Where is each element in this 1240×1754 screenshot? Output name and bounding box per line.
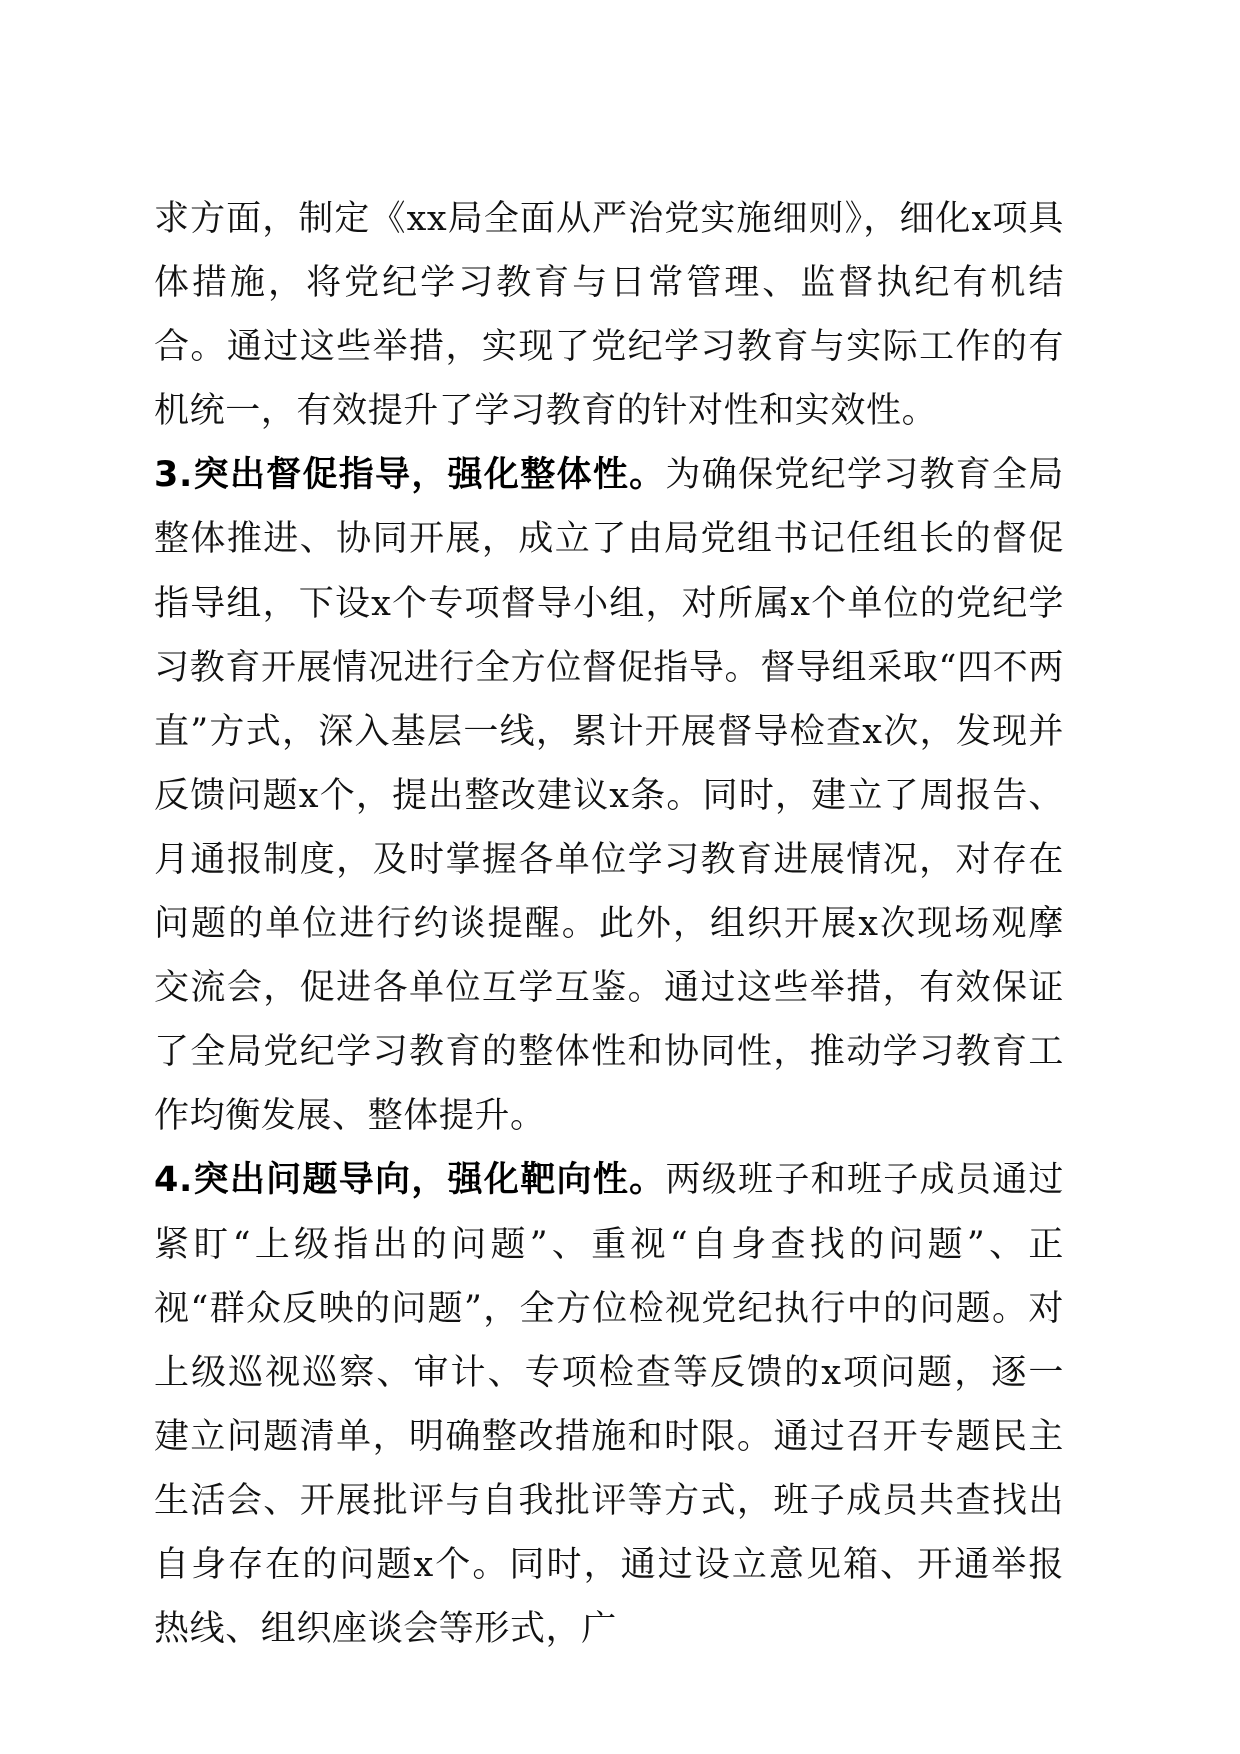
- paragraph-section-4: [154, 1148, 1064, 1661]
- paragraph-continued: [154, 187, 1064, 443]
- section-3-heading: 3.突出督促指导，强化整体性。: [154, 455, 666, 496]
- section-3-text: 为确保党纪学习教育全局整体推进、协同开展，成立了由局党组书记任组长的督促指导组，下设x个专项督导小组，对所属x个单位的党纪学习教育开展情况进行全方位督促指导。督导组采取“四不两直”方式，深入基层一线，累计开展督导检查x次，发现并反馈问题x个，提出整改建议x条。同时，建立了周报告、月通报制度，及时掌握各单位学习教育进展情况，对存在问题的单位进行约谈提醒。此外，组织开展x次现场观摩交流会，促进各单位互学互鉴。通过这些举措，有效保证了全局党纪学习教育的整体性和协同性，推动学习教育工作均衡发展、整体提升。: [154, 455, 1064, 1137]
- section-4-text: 两级班子和班子成员通过紧盯“上级指出的问题”、重视“自身查找的问题”、正视“群众反映的问题”，全方位检视党纪执行中的问题。对上级巡视巡察、审计、专项检查等反馈的x项问题，逐一建立问题清单，明确整改措施和时限。通过召开专题民主生活会、开展批评与自我批评等方式，班子成员共查找出自身存在的问题x个。同时，通过设立意见箱、开通举报热线、组织座谈会等形式，广: [154, 1160, 1064, 1650]
- document-body: [154, 187, 1064, 1661]
- section-4-heading: 4.突出问题导向，强化靶向性。: [154, 1160, 666, 1201]
- paragraph-text: 求方面，制定《xx局全面从严治党实施细则》，细化x项具体措施，将党纪学习教育与日常管理、监督执纪有机结合。通过这些举措，实现了党纪学习教育与实际工作的有机统一，有效提升了学习教育的针对性和实效性。: [154, 199, 1064, 432]
- paragraph-section-3: [154, 443, 1064, 1148]
